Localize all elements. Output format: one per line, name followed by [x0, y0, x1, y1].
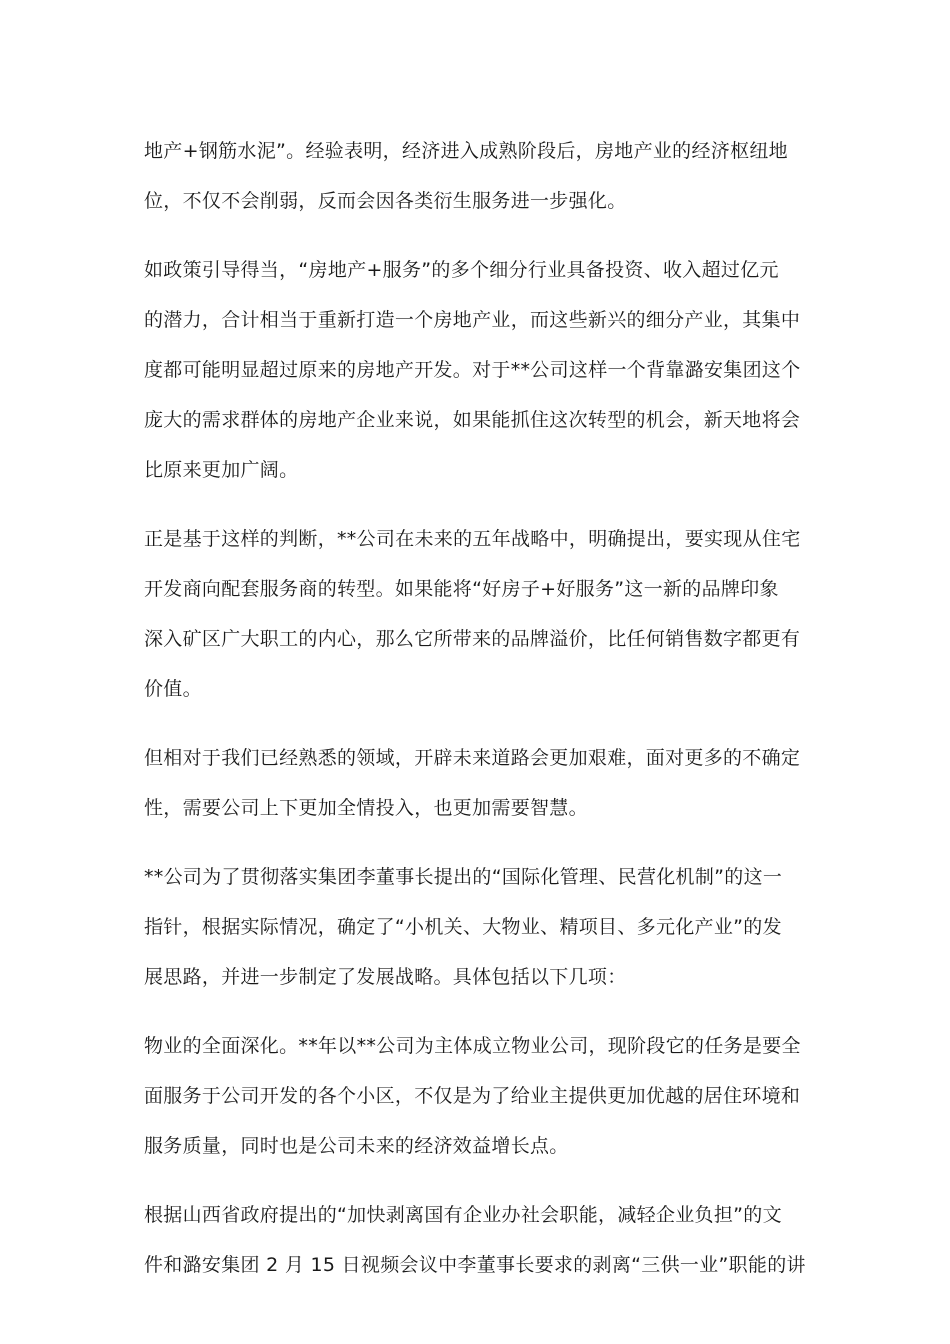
text-line: 物业的全面深化。**年以**公司为主体成立物业公司，现阶段它的任务是要全	[144, 1035, 801, 1057]
text-line: 正是基于这样的判断，**公司在未来的五年战略中，明确提出，要实现从住宅	[144, 528, 801, 550]
text-line: 性，需要公司上下更加全情投入，也更加需要智慧。	[144, 797, 588, 819]
text-line: 展思路，并进一步制定了发展战略。具体包括以下几项：	[144, 966, 627, 988]
text-line: 度都可能明显超过原来的房地产开发。对于**公司这样一个背靠潞安集团这个	[144, 359, 801, 381]
text-line: 面服务于公司开发的各个小区，不仅是为了给业主提供更加优越的居住环境和	[144, 1085, 801, 1107]
paragraph-4	[144, 733, 808, 833]
paragraph-3	[144, 514, 808, 714]
paragraph-5	[144, 852, 808, 1002]
document-body	[144, 126, 808, 1309]
paragraph-1	[144, 126, 808, 226]
text-line: 指针，根据实际情况，确定了“小机关、大物业、精项目、多元化产业”的发	[144, 916, 782, 938]
text-line: 地产+钢筋水泥”。经验表明，经济进入成熟阶段后，房地产业的经济枢纽地	[144, 140, 788, 162]
text-line: **公司为了贯彻落实集团李董事长提出的“国际化管理、民营化机制”的这一	[144, 866, 783, 888]
text-line: 但相对于我们已经熟悉的领域，开辟未来道路会更加艰难，面对更多的不确定	[144, 747, 801, 769]
text-line: 如政策引导得当，“房地产+服务”的多个细分行业具备投资、收入超过亿元	[144, 259, 779, 281]
text-line: 服务质量，同时也是公司未来的经济效益增长点。	[144, 1135, 569, 1157]
text-line: 比原来更加广阔。	[144, 459, 299, 481]
text-line: 件和潞安集团 2 月 15 日视频会议中李董事长要求的剥离“三供一业”职能的讲	[144, 1254, 806, 1276]
text-line: 价值。	[144, 678, 202, 700]
text-line: 位，不仅不会削弱，反而会因各类衍生服务进一步强化。	[144, 190, 627, 212]
text-line: 深入矿区广大职工的内心，那么它所带来的品牌溢价，比任何销售数字都更有	[144, 628, 801, 650]
text-line: 庞大的需求群体的房地产企业来说，如果能抓住这次转型的机会，新天地将会	[144, 409, 801, 431]
paragraph-2	[144, 245, 808, 495]
paragraph-7	[144, 1190, 808, 1290]
text-line: 的潜力，合计相当于重新打造一个房地产业，而这些新兴的细分产业，其集中	[144, 309, 801, 331]
text-line: 根据山西省政府提出的“加快剥离国有企业办社会职能，减轻企业负担”的文	[144, 1204, 782, 1226]
text-line: 开发商向配套服务商的转型。如果能将“好房子+好服务”这一新的品牌印象	[144, 578, 779, 600]
paragraph-6	[144, 1021, 808, 1171]
